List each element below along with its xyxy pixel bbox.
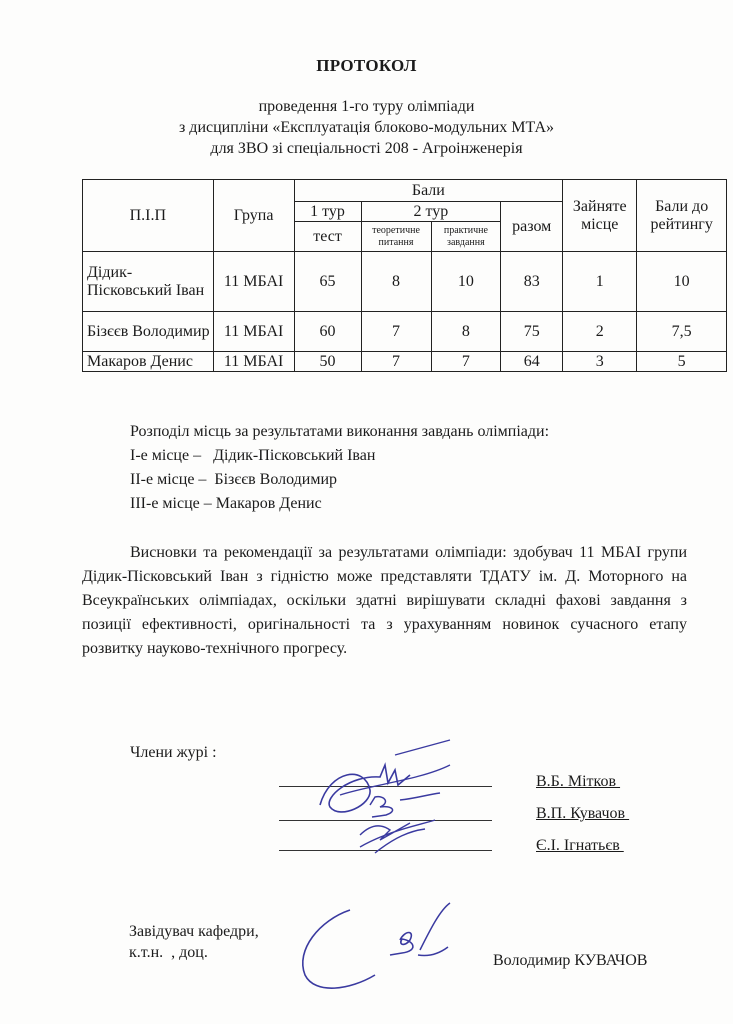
- table-row: [83, 252, 727, 312]
- row-theory: 8: [361, 252, 431, 312]
- row-rating: 7,5: [637, 312, 727, 352]
- row-test: 50: [294, 352, 361, 372]
- row-name: Макаров Денис: [83, 352, 214, 372]
- document-title: ПРОТОКОЛ: [316, 56, 417, 75]
- row-practice: 10: [431, 252, 501, 312]
- subtitle-line-2: з дисципліни «Експлуатація блоково-модульних МТА»: [178, 119, 555, 136]
- results-table: [82, 179, 727, 372]
- row-name: Дідик-Пісковський Іван: [83, 252, 214, 312]
- row-total: 83: [501, 252, 563, 312]
- row-place: 1: [563, 252, 637, 312]
- header-round1: 1 тур: [294, 202, 361, 222]
- header-rating-label: Бали до рейтингу: [650, 197, 713, 233]
- header-total: разом: [501, 202, 563, 252]
- jury-member-3: Є.І. Ігнатьєв: [536, 837, 624, 854]
- row-place: 2: [563, 312, 637, 352]
- head-degree: к.т.н. , доц.: [129, 944, 208, 961]
- subtitle-line-1: проведення 1-го туру олімпіади: [258, 98, 475, 115]
- jury-member-1: В.Б. Мітков: [536, 773, 621, 790]
- header-scores: Бали: [294, 180, 563, 202]
- row-name: Бізєєв Володимир: [83, 312, 214, 352]
- header-round2: 2 тур: [361, 202, 501, 222]
- place-second: ІІ-е місце – Бізєєв Володимир: [130, 471, 338, 488]
- header-theory: теоретичне питання: [361, 222, 431, 252]
- table-row: [83, 352, 727, 372]
- row-rating: 10: [637, 252, 727, 312]
- jury-label: Члени журі :: [130, 744, 217, 761]
- row-rating: 5: [637, 352, 727, 372]
- row-test: 60: [294, 312, 361, 352]
- row-practice: 8: [431, 312, 501, 352]
- header-rating: [637, 180, 727, 252]
- places-heading: Розподіл місць за результатами виконання завдань олімпіади:: [130, 423, 550, 440]
- header-group: Група: [213, 180, 294, 252]
- place-first: І-е місце – Дідик-Пісковський Іван: [130, 447, 376, 464]
- row-place: 3: [563, 352, 637, 372]
- jury-signatures: [300, 735, 460, 855]
- row-group: 11 МБАІ: [213, 312, 294, 352]
- head-name: Володимир КУВАЧОВ: [493, 952, 648, 969]
- header-practice: практичне завдання: [431, 222, 501, 252]
- row-theory: 7: [361, 352, 431, 372]
- row-total: 64: [501, 352, 563, 372]
- row-practice: 7: [431, 352, 501, 372]
- header-test: тест: [294, 222, 361, 252]
- row-group: 11 МБАІ: [213, 352, 294, 372]
- head-signature: [290, 895, 470, 1005]
- header-place: [563, 180, 637, 252]
- row-test: 65: [294, 252, 361, 312]
- subtitle-line-3: для ЗВО зі спеціальності 208 - Агроінженерія: [210, 140, 523, 157]
- row-group: 11 МБАІ: [213, 252, 294, 312]
- place-third: ІІІ-е місце – Макаров Денис: [130, 495, 322, 512]
- row-theory: 7: [361, 312, 431, 352]
- table-row: [83, 312, 727, 352]
- row-total: 75: [501, 312, 563, 352]
- conclusion-text: Висновки та рекомендації за результатами олімпіади: здобувач 11 МБАІ групи Дідик-Пісковський Іван з гідністю може представляти ТДАТУ ім. Д. Моторного на Всеукраїнських олімпіадах, оскільки здатні вирішувати складні фахові завдання з позиції ефективності, оригінальності та з урахуванням новинок сучасного етапу розвитку науково-технічного прогресу.: [82, 544, 687, 657]
- header-place-label: Зайняте місце: [572, 197, 627, 233]
- jury-member-2: В.П. Кувачов: [536, 805, 630, 822]
- header-name: П.І.П: [83, 180, 214, 252]
- conclusion-paragraph: [82, 541, 687, 661]
- head-title: Завідувач кафедри,: [129, 923, 259, 940]
